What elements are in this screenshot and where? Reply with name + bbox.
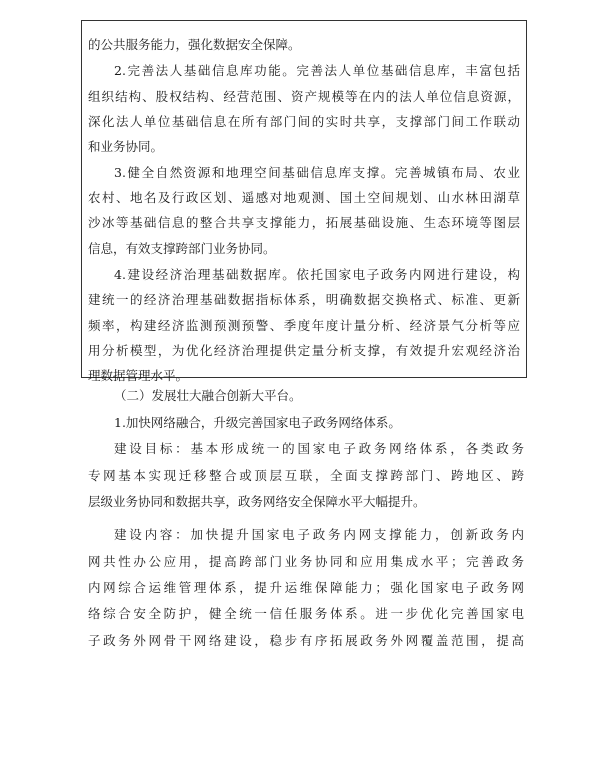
box-line: 用分析模型，为优化经济治理提供定量分析支撑，有效提升宏观经济治: [88, 343, 520, 358]
section-heading: （二）发展壮大融合创新大平台。: [114, 388, 302, 403]
box-line: 的公共服务能力，强化数据安全保障。: [88, 37, 301, 52]
box-line: 信息，有效支撑跨部门业务协同。: [88, 241, 276, 256]
goal-line: 专网基本实现迁移整合或顶层互联，全面支撑跨部门、跨地区、跨: [88, 468, 524, 483]
box-line: 沙冰等基础信息的整合共享支撑能力，拓展基础设施、生态环境等图层: [88, 215, 520, 230]
content-line: 网共性办公应用，提高跨部门业务协同和应用集成水平；完善政务: [88, 554, 524, 569]
content-line: 络综合安全防护，健全统一信任服务体系。进一步优化完善国家电: [88, 606, 524, 621]
box-line: 频率，构建经济监测预测预警、季度年度计量分析、经济景气分析等应: [88, 318, 520, 333]
box-line: 理数据管理水平。: [88, 368, 189, 383]
box-line: 4.建设经济治理基础数据库。依托国家电子政务内网进行建设，构: [114, 267, 520, 282]
subheading: 1.加快网络融合，升级完善国家电子政务网络体系。: [114, 415, 401, 430]
content-line: 建设内容：加快提升国家电子政务内网支撑能力，创新政务内: [114, 527, 524, 542]
box-line: 深化法人单位基础信息在所有部门间的实时共享，支撑部门间工作联动: [88, 114, 520, 129]
box-line: 农村、地名及行政区划、遥感对地观测、国土空间规划、山水林田湖草: [88, 190, 520, 205]
box-line: 3.健全自然资源和地理空间基础信息库支撑。完善城镇布局、农业: [114, 165, 520, 180]
box-line: 和业务协同。: [88, 139, 164, 154]
box-line: 建统一的经济治理基础数据指标体系，明确数据交换格式、标准、更新: [88, 292, 520, 307]
box-line: 2.完善法人基础信息库功能。完善法人单位基础信息库，丰富包括: [114, 63, 520, 78]
goal-line: 建设目标：基本形成统一的国家电子政务网络体系，各类政务: [114, 441, 524, 456]
goal-line: 层级业务协同和数据共享，政务网络安全保障水平大幅提升。: [88, 494, 426, 509]
content-line: 内网综合运维管理体系，提升运维保障能力；强化国家电子政务网: [88, 580, 524, 595]
box-line: 组织结构、股权结构、经营范围、资产规模等在内的法人单位信息资源，: [88, 89, 520, 104]
content-line: 子政务外网骨干网络建设，稳步有序拓展政务外网覆盖范围，提高: [88, 633, 524, 648]
